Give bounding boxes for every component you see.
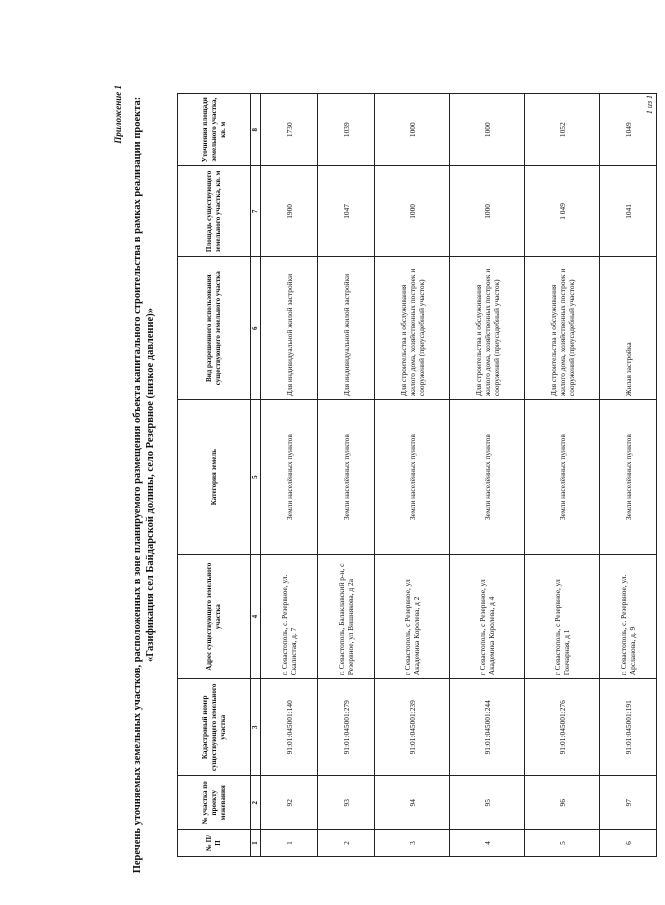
header-cell: Уточнения площади земельного участка, кв. м xyxy=(178,94,251,166)
header-cell: Кадастровый номер существующего земельного участка xyxy=(178,679,251,776)
refined-area: 1039 xyxy=(318,94,375,166)
table-row xyxy=(450,94,525,857)
column-number: 6 xyxy=(251,257,261,400)
land-category: Земли населённых пунктов xyxy=(318,400,375,555)
table-row xyxy=(525,94,600,857)
plot-area: 1000 xyxy=(375,166,450,257)
column-number: 4 xyxy=(251,555,261,679)
plot-area: 1 049 xyxy=(525,166,600,257)
land-category: Земли населённых пунктов xyxy=(525,400,600,555)
cadastral-number: 91:01:045001:239 xyxy=(375,679,450,776)
plot-number: 96 xyxy=(525,776,600,830)
table-row xyxy=(318,94,375,857)
cadastral-number: 91:01:045001:140 xyxy=(261,679,318,776)
refined-area: 1730 xyxy=(261,94,318,166)
row-number: 6 xyxy=(600,830,657,857)
permitted-use: Для строительства и обслуживания жилого дома, хозяйственных построек и сооружений (приусадебный участок) xyxy=(375,257,450,400)
header-cell: № П/П xyxy=(178,830,251,857)
column-number: 1 xyxy=(251,830,261,857)
refined-area: 1049 xyxy=(600,94,657,166)
cadastral-number: 91:01:045001:191 xyxy=(600,679,657,776)
table-row xyxy=(375,94,450,857)
header-cell: № участка по проекту межевания xyxy=(178,776,251,830)
row-number: 5 xyxy=(525,830,600,857)
cadastral-number: 91:01:045001:276 xyxy=(525,679,600,776)
plot-address: г Севастополь, с Резервное, ул Гончарная, д 1 xyxy=(525,555,600,679)
row-number: 1 xyxy=(261,830,318,857)
plot-address: г. Севастополь, с. Резервное, ул. Скалистая, д. 7 xyxy=(261,555,318,679)
plot-area: 1900 xyxy=(261,166,318,257)
plot-address: г Севастополь, с Резервное, ул Академика Королева, д 4 xyxy=(450,555,525,679)
row-number: 4 xyxy=(450,830,525,857)
plot-area: 1000 xyxy=(450,166,525,257)
header-cell: Площадь существующего земельного участка, кв. м xyxy=(178,166,251,257)
plot-number: 95 xyxy=(450,776,525,830)
plot-area: 1047 xyxy=(318,166,375,257)
land-category: Земли населённых пунктов xyxy=(375,400,450,555)
permitted-use: Для строительства и обслуживания жилого дома, хозяйственных построек и сооружений (приусадебный участок) xyxy=(450,257,525,400)
row-number: 2 xyxy=(318,830,375,857)
refined-area: 1000 xyxy=(450,94,525,166)
column-number: 3 xyxy=(251,679,261,776)
appendix-label: Приложение 1 xyxy=(113,85,123,144)
plot-number: 93 xyxy=(318,776,375,830)
refined-area: 1000 xyxy=(375,94,450,166)
land-category: Земли населённых пунктов xyxy=(600,400,657,555)
table-row xyxy=(600,94,657,857)
table-header-row xyxy=(178,94,251,857)
plots-table xyxy=(177,93,657,857)
header-cell: Адрес существующего земельного участка xyxy=(178,555,251,679)
land-category: Земли населённых пунктов xyxy=(450,400,525,555)
plot-address: г. Севастополь, с. Резервное, ул. Арсланова, д. 9 xyxy=(600,555,657,679)
row-number: 3 xyxy=(375,830,450,857)
table-row xyxy=(261,94,318,857)
permitted-use: Для строительства и обслуживания жилого дома, хозяйственных построек и сооружений (приусадебный участок) xyxy=(525,257,600,400)
column-number: 8 xyxy=(251,94,261,166)
column-number-row xyxy=(251,94,261,857)
rotated-content xyxy=(105,65,665,905)
land-category: Земли населённых пунктов xyxy=(261,400,318,555)
plot-address: г Севастополь, с Резервное, ул Академика Королева, д 2 xyxy=(375,555,450,679)
document-title: Перечень уточняемых земельных участков, расположенных в зоне планируемого размещения объекта капитального строительства в рамках реализации проекта: «Газификация сел Байдарской долины, село Резервное (низкое давление)» xyxy=(132,96,156,874)
header-cell: Вид разрешенного использования существующего земельного участка xyxy=(178,257,251,400)
plot-address: г. Севастополь, Балаклавский р-н, с Резервное, ул Вишнякова, д 2а xyxy=(318,555,375,679)
cadastral-number: 91:01:045001:244 xyxy=(450,679,525,776)
column-number: 7 xyxy=(251,166,261,257)
cadastral-number: 91:01:045001:279 xyxy=(318,679,375,776)
permitted-use: Для индивидуальной жилой застройки xyxy=(261,257,318,400)
refined-area: 1052 xyxy=(525,94,600,166)
plot-number: 94 xyxy=(375,776,450,830)
plot-number: 92 xyxy=(261,776,318,830)
permitted-use: Жилая застройка xyxy=(600,257,657,400)
plot-area: 1041 xyxy=(600,166,657,257)
header-cell: Категория земель xyxy=(178,400,251,555)
column-number: 2 xyxy=(251,776,261,830)
column-number: 5 xyxy=(251,400,261,555)
plot-number: 97 xyxy=(600,776,657,830)
permitted-use: Для индивидуальной жилой застройки xyxy=(318,257,375,400)
page-number: 1 из 1 xyxy=(645,95,654,115)
